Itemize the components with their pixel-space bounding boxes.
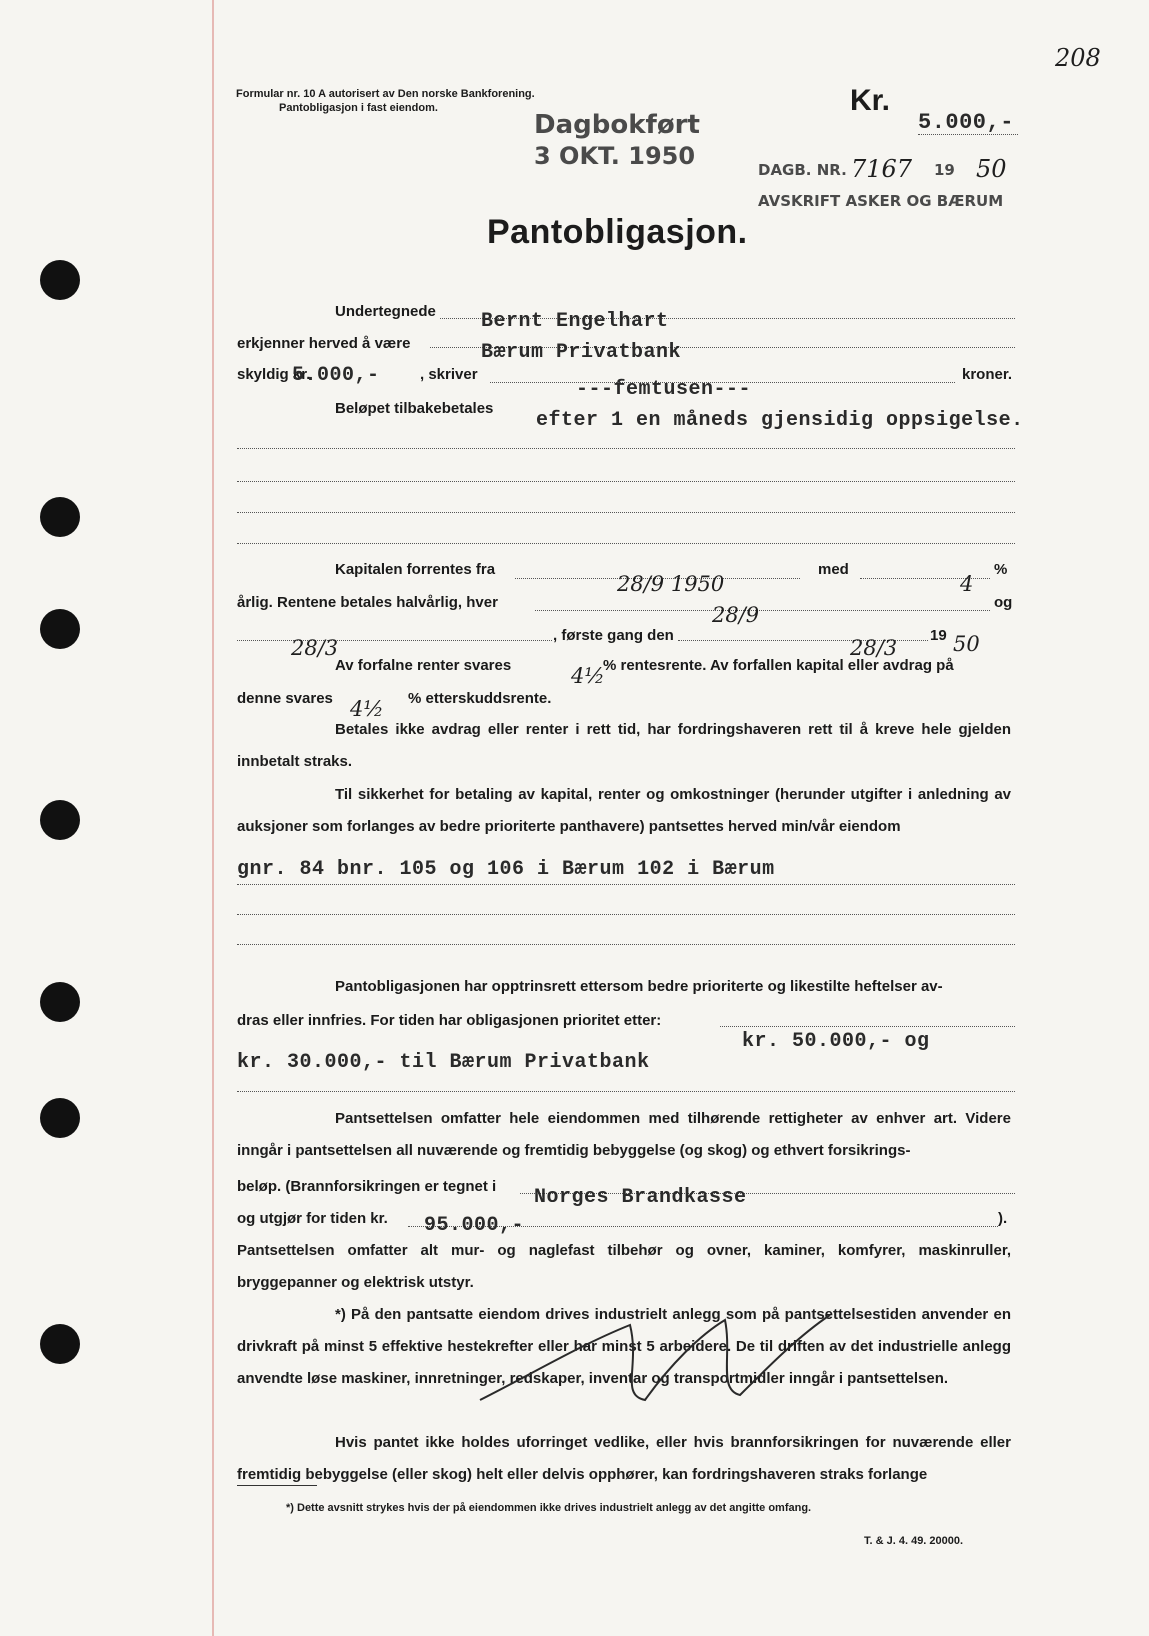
strike-scribble [470,1305,870,1415]
belopet-label: Beløpet tilbakebetales [335,400,494,417]
belopet-value: efter 1 en måneds gjensidig oppsigelse. [536,409,1024,432]
skriver-rule [490,382,955,383]
avskrift-stamp: AVSKRIFT ASKER OG BÆRUM [758,192,1004,210]
prioritet-rule-2 [237,1091,1015,1092]
prioritet-line-1: kr. 50.000,- og [742,1030,930,1053]
prioritet-rule [720,1026,1015,1027]
page-number: 208 [1055,44,1101,72]
stamp-date: 3 OKT. 1950 [534,142,696,170]
punch-hole [40,497,80,537]
formular-line-2: Pantobligasjon i fast eiendom. [279,102,438,114]
hvis-pantet-paragraph: Hvis pantet ikke holdes uforringet vedlike, eller hvis brannforsikringen for nuværende eller fremtidig bebyggelse (eller skog) helt eller delvis opphører, kan fordringshaveren straks forlange [237,1434,1011,1483]
second-value: 28/3 [291,636,339,660]
printer-mark: T. & J. 4. 49. 20000. [864,1535,964,1547]
forste-label: , første gang den [553,627,674,644]
hver-value: 28/9 [712,603,760,627]
dagb-number: 7167 [851,155,913,183]
forste-value: 28/3 [850,636,898,660]
erkjenner-label: erkjenner herved å være [237,335,411,352]
sikkerhet-paragraph: Til sikkerhet for betaling av kapital, renter og omkostninger (herunder utgifter i anledning av auksjoner som forlanges av bedre prioriterte panthavere) pantsettes herved min/vår eiendom [237,786,1011,835]
med-label: med [818,561,849,578]
forfalne-label: Av forfalne renter svares [335,657,512,674]
blank-rule [237,448,1015,449]
undertegnede-label: Undertegnede [335,303,436,320]
hver-rule [535,610,990,611]
kapitalen-value: 28/9 1950 [617,572,725,596]
blank-rule [237,512,1015,513]
punch-hole [40,982,80,1022]
blank-rule [237,944,1015,945]
dagbokfort-stamp: Dagbokført [534,110,700,140]
dagb-year-prefix: 19 [934,161,955,179]
pantsettelsen-paragraph: Pantsettelsen omfatter hele eiendommen med tilhørende rettigheter av enhver art. Videre inngår i pantsettelsen all nuværende og fremtidig bebyggelse (og skog) og ethvert forsikrings- [237,1110,1011,1159]
blank-rule [237,481,1015,482]
punch-hole [40,1324,80,1364]
kr-label: Kr. [850,84,891,117]
industrielt-paragraph: *) På den pantsatte eiendom drives industrielt anlegg som på pantsettelsestiden anvender en drivkraft på minst 5 effektive hestekrefter eller har minst 5 arbeidere. De til driften av det industrielle anlegg anvendte løse maskiner, innretninger, redskaper, inventar og transportmidler inngår i pantsettelsen. [237,1306,1011,1387]
arlig-label: årlig. Rentene betales halvårlig, hver [237,594,498,611]
document-title: Pantobligasjon. [487,213,748,251]
forste-year-suffix: 50 [953,632,980,656]
og-label: og [994,594,1013,611]
opptrinsrett-line-2: dras eller innfries. For tiden har obligasjonen prioritet etter: [237,1012,662,1029]
kr-rule [918,134,1018,135]
formular-line-1: Formular nr. 10 A autorisert av Den norske Bankforening. [236,88,535,100]
forste-year-prefix: 19 [930,627,947,644]
blank-rule [237,914,1015,915]
rate-value: 4 [960,572,974,596]
erkjenner-value: Bærum Privatbank [481,341,682,364]
skriver-value: ---femtusen--- [576,378,752,401]
punch-hole [40,260,80,300]
punch-hole [40,609,80,649]
utgjor-close: ). [998,1210,1008,1227]
footnote: *) Dette avsnitt strykes hvis der på eiendommen ikke drives industrielt anlegg av det angitte omfang. [286,1502,812,1514]
kroner-label: kroner. [962,366,1013,383]
tilbehor-paragraph: Pantsettelsen omfatter alt mur- og naglefast tilbehør og ovner, kaminer, komfyrer, maskinruller, bryggepanner og elektrisk utstyr. [237,1242,1011,1291]
rentesrente-label: % rentesrente. Av forfallen kapital eller avdrag på [603,657,954,674]
dagb-year-suffix: 50 [976,155,1007,183]
skyldig-label: skyldig kr. [237,366,311,383]
dagb-label: DAGB. NR. [758,161,847,179]
denne-label: denne svares [237,690,333,707]
footnote-rule [237,1485,317,1486]
etterskudd-label: % etterskuddsrente. [408,690,552,707]
utgjor-label: og utgjør for tiden kr. [237,1210,388,1227]
kr-amount: 5.000,- [918,110,1014,135]
etterskudd-value: 4½ [350,697,384,721]
punch-hole [40,800,80,840]
kapitalen-label: Kapitalen forrentes fra [335,561,496,578]
percent-sign: % [994,561,1008,578]
opptrinsrett-line-1: Pantobligasjonen har opptrinsrett ettersom bedre prioriterte og likestilte heftelser av- [335,978,943,995]
brannforsikring-value: Norges Brandkasse [534,1186,747,1209]
second-rule [237,640,552,641]
blank-rule [237,543,1015,544]
skriver-label: , skriver [420,366,478,383]
betales-paragraph: Betales ikke avdrag eller renter i rett tid, har fordringshaveren rett til å kreve hele gjelden innbetalt straks. [237,721,1011,770]
margin-line [212,0,214,1636]
rentesrente-value: 4½ [571,664,605,688]
undertegnede-value: Bernt Engelhart [481,310,669,333]
eiendom-rule [237,884,1015,885]
belop-line: beløp. (Brannforsikringen er tegnet i [237,1178,497,1195]
punch-hole [40,1098,80,1138]
utgjor-value: 95.000,- [424,1214,525,1237]
prioritet-line-2: kr. 30.000,- til Bærum Privatbank [237,1051,650,1074]
skyldig-value: 5.000,- [292,364,380,387]
eiendom-value: gnr. 84 bnr. 105 og 106 i Bærum 102 i Bærum [237,858,775,881]
